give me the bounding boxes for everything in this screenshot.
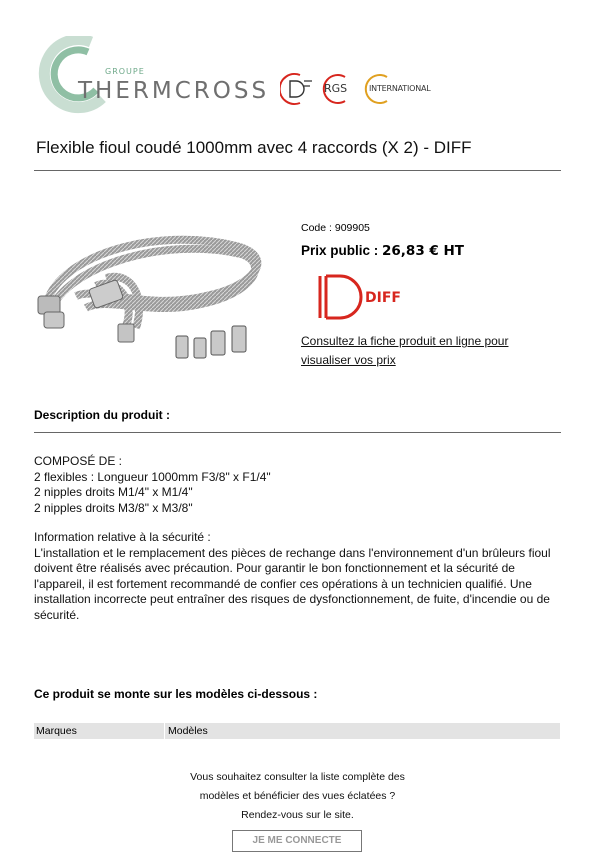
thermcross-logo bbox=[36, 36, 276, 116]
diff-partner-logo bbox=[280, 72, 316, 106]
description-heading: Description du produit : bbox=[34, 408, 170, 422]
diff-logo-icon bbox=[318, 270, 402, 322]
composition-line: COMPOSÉ DE : bbox=[34, 454, 123, 468]
price-value: 26,83 € HT bbox=[382, 243, 465, 259]
connect-button[interactable]: JE ME CONNECTE bbox=[232, 830, 362, 852]
description-body bbox=[34, 454, 564, 637]
composition-line: 2 flexibles : Longueur 1000mm F3/8" x F1/4" bbox=[34, 469, 271, 484]
diff-logo-text: DIFF bbox=[365, 290, 401, 306]
column-divider bbox=[164, 723, 165, 739]
composition-line: 2 nipples droits M3/8" x M3/8" bbox=[34, 500, 193, 515]
online-product-link[interactable]: Consultez la fiche produit en ligne pour visualiser vos prix bbox=[301, 334, 509, 367]
composition-block bbox=[34, 454, 564, 516]
diff-d-logo-icon bbox=[280, 72, 316, 106]
column-header-brands: Marques bbox=[36, 725, 77, 737]
flexible-hose-image bbox=[36, 216, 276, 376]
price-label: Prix public : bbox=[301, 243, 383, 258]
consult-line: modèles et bénéficier des vues éclatées ? bbox=[199, 790, 396, 802]
product-title: Flexible fioul coudé 1000mm avec 4 raccords (X 2) - DIFF bbox=[36, 138, 472, 157]
product-image bbox=[36, 216, 276, 376]
models-table-header bbox=[34, 723, 560, 739]
consult-message bbox=[150, 768, 445, 825]
rgs-partner-logo bbox=[319, 72, 359, 106]
safety-text: L'installation et le remplacement des pièces de rechange dans l'environnement d'un brûleurs fioul doivent être réalisés avec précaution. Pour garantir le bon fonctionnement et la sécurité de l'appareil, il est fortement recommandé de confier ces opérations à un technicien qualifié. Une installation incorrecte peut entraîner des risques de dysfonctionnement, de fuite, d'incendie ou de sécurité. bbox=[34, 545, 551, 622]
international-partner-logo bbox=[361, 72, 443, 106]
models-heading: Ce produit se monte sur les modèles ci-dessous : bbox=[34, 687, 318, 701]
safety-block bbox=[34, 530, 564, 623]
diff-brand-logo bbox=[318, 270, 402, 322]
thermcross-swirl-icon bbox=[36, 36, 116, 116]
consult-line: Rendez-vous sur le site. bbox=[241, 809, 354, 821]
product-code: Code : 909905 bbox=[301, 222, 370, 234]
composition-line: 2 nipples droits M1/4" x M1/4" bbox=[34, 485, 193, 499]
public-price bbox=[301, 243, 464, 259]
brand-group-label: GROUPE bbox=[105, 67, 145, 76]
international-label: INTERNATIONAL bbox=[369, 84, 431, 93]
brand-name: THERMCROSS bbox=[78, 78, 270, 104]
consult-line: Vous souhaitez consulter la liste complète des bbox=[190, 771, 405, 783]
rgs-label: RGS bbox=[324, 82, 348, 95]
column-header-models: Modèles bbox=[168, 725, 208, 737]
safety-heading: Information relative à la sécurité : bbox=[34, 530, 211, 544]
title-divider bbox=[34, 170, 561, 171]
description-divider bbox=[34, 432, 561, 433]
